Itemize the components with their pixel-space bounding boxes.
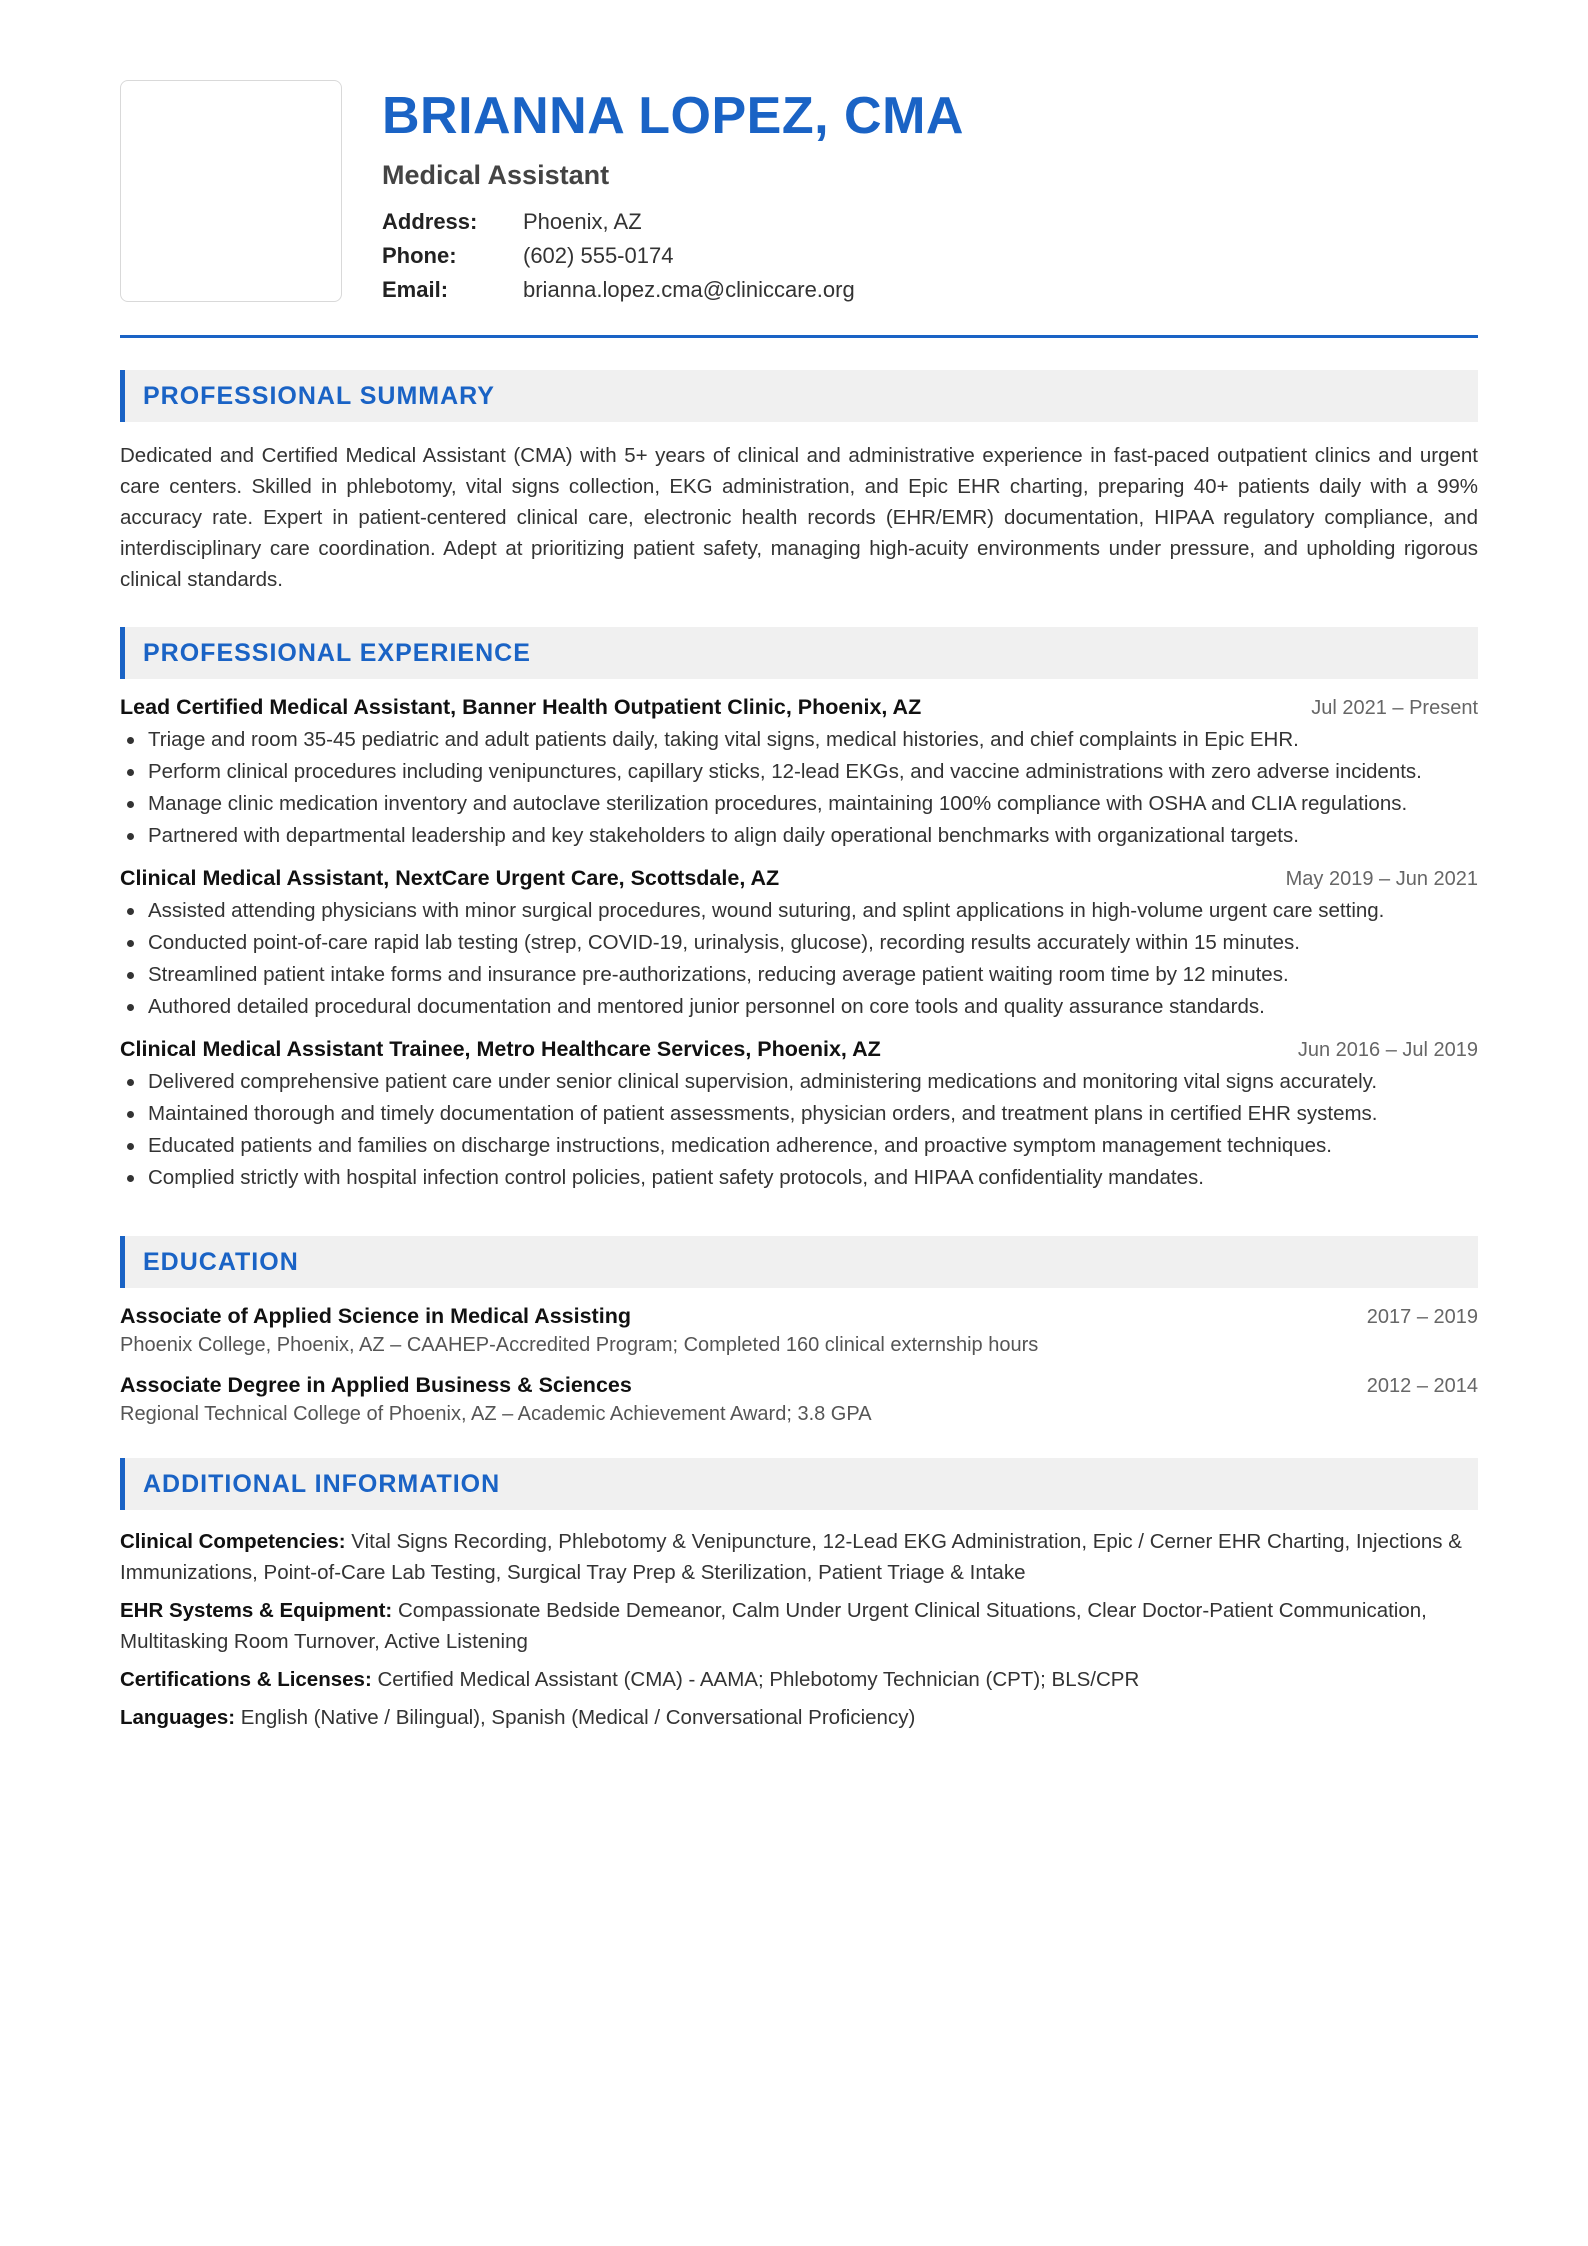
section-additional-heading <box>120 1458 1478 1510</box>
job-role: Clinical Medical Assistant, NextCare Urgent Care, Scottsdale, AZ <box>120 866 780 890</box>
summary-text: Dedicated and Certified Medical Assistant (CMA) with 5+ years of clinical and administrative experience in fast-paced outpatient clinics and urgent care centers. Skilled in phlebotomy, vital signs collection, EKG administration, and Epic EHR charting, preparing 40+ patients daily with a 99% accuracy rate. Expert in patient-centered clinical care, electronic health records (EHR/EMR) documentation, HIPAA regulatory compliance, and interdisciplinary care coordination. Adept at prioritizing patient safety, managing high-acuity environments under pressure, and upholding rigorous clinical standards. <box>120 444 1478 591</box>
job-bullets <box>120 1066 1478 1194</box>
contact-email <box>382 273 964 307</box>
additional-info-list <box>120 1526 1478 1733</box>
bullet-item: Educated patients and families on discharge instructions, medication adherence, and proactive symptom management techniques. <box>120 1130 1478 1162</box>
education-entry <box>120 1304 1478 1361</box>
experience-list <box>120 695 1478 1194</box>
contact-value: (602) 555-0174 <box>523 243 674 268</box>
info-value: Certified Medical Assistant (CMA) - AAMA; Phlebotomy Technician (CPT); BLS/CPR <box>377 1668 1140 1691</box>
resume-header <box>120 80 1478 302</box>
section-title: EDUCATION <box>143 1247 299 1276</box>
bullet-item: Delivered comprehensive patient care under senior clinical supervision, administering medications and monitoring vital signs accurately. <box>120 1066 1478 1098</box>
bullet-item: Conducted point-of-care rapid lab testing (strep, COVID-19, urinalysis, glucose), recording results accurately within 15 minutes. <box>120 927 1478 959</box>
profile-photo-placeholder <box>120 80 342 302</box>
bullet-item: Maintained thorough and timely documentation of patient assessments, physician orders, and treatment plans in certified EHR systems. <box>120 1098 1478 1130</box>
contact-label: Phone: <box>382 243 457 268</box>
resume-page <box>120 80 1478 1740</box>
info-row-certifications <box>120 1664 1478 1695</box>
bullet-item: Partnered with departmental leadership and key stakeholders to align daily operational benchmarks with organizational targets. <box>120 820 1478 852</box>
job-dates: May 2019 – Jun 2021 <box>1285 868 1478 890</box>
info-label: Clinical Competencies: <box>120 1530 346 1553</box>
contact-address <box>382 205 964 239</box>
education-dates: 2017 – 2019 <box>1366 1306 1478 1328</box>
education-degree: Associate of Applied Science in Medical Assisting <box>120 1304 631 1328</box>
info-label: EHR Systems & Equipment: <box>120 1599 393 1622</box>
bullet-item: Streamlined patient intake forms and insurance pre-authorizations, reducing average patient waiting room time by 12 minutes. <box>120 959 1478 991</box>
info-value: English (Native / Bilingual), Spanish (Medical / Conversational Proficiency) <box>240 1706 916 1729</box>
job-dates: Jun 2016 – Jul 2019 <box>1297 1039 1478 1061</box>
bullet-item: Manage clinic medication inventory and autoclave sterilization procedures, maintaining 100% compliance with OSHA and CLIA regulations. <box>120 788 1478 820</box>
bullet-item: Assisted attending physicians with minor surgical procedures, wound suturing, and splint applications in high-volume urgent care setting. <box>120 895 1478 927</box>
info-value: Vital Signs Recording, Phlebotomy & Venipuncture, 12-Lead EKG Administration, Epic / Cerner EHR Charting, Injections & Immunizations, Point-of-Care Lab Testing, Surgical Tray Prep & Sterilization, Patient Triage & Intake <box>120 1530 1462 1584</box>
bullet-item: Perform clinical procedures including venipunctures, capillary sticks, 12-lead EKGs, and vaccine administrations with zero adverse incidents. <box>120 756 1478 788</box>
bullet-item: Triage and room 35-45 pediatric and adult patients daily, taking vital signs, medical histories, and chief complaints in Epic EHR. <box>120 724 1478 756</box>
header-info <box>382 80 964 307</box>
section-education-heading <box>120 1236 1478 1288</box>
contact-label: Address: <box>382 209 478 234</box>
info-value: Compassionate Bedside Demeanor, Calm Under Urgent Clinical Situations, Clear Doctor-Patient Communication, Multitasking Room Turnover, Active Listening <box>120 1599 1427 1653</box>
education-entry <box>120 1373 1478 1430</box>
info-label: Languages: <box>120 1706 236 1729</box>
job-bullets <box>120 895 1478 1023</box>
education-detail: Regional Technical College of Phoenix, AZ – Academic Achievement Award; 3.8 GPA <box>120 1403 872 1425</box>
candidate-title: Medical Assistant <box>382 160 610 190</box>
section-experience-heading <box>120 627 1478 679</box>
job-role: Clinical Medical Assistant Trainee, Metro Healthcare Services, Phoenix, AZ <box>120 1037 881 1061</box>
job-entry <box>120 1037 1478 1194</box>
contact-phone <box>382 239 964 273</box>
bullet-item: Authored detailed procedural documentation and mentored junior personnel on core tools and quality assurance standards. <box>120 991 1478 1023</box>
education-dates: 2012 – 2014 <box>1366 1375 1478 1397</box>
education-list <box>120 1304 1478 1430</box>
contact-block <box>382 205 964 307</box>
job-entry <box>120 866 1478 1023</box>
contact-label: Email: <box>382 277 449 302</box>
job-dates: Jul 2021 – Present <box>1311 697 1478 719</box>
job-entry <box>120 695 1478 852</box>
bullet-item: Complied strictly with hospital infection control policies, patient safety protocols, and HIPAA confidentiality mandates. <box>120 1162 1478 1194</box>
info-row-ehr-systems <box>120 1595 1478 1657</box>
contact-value: Phoenix, AZ <box>523 209 642 234</box>
education-degree: Associate Degree in Applied Business & Sciences <box>120 1373 632 1397</box>
info-label: Certifications & Licenses: <box>120 1668 372 1691</box>
contact-value: brianna.lopez.cma@cliniccare.org <box>523 277 855 302</box>
job-role: Lead Certified Medical Assistant, Banner Health Outpatient Clinic, Phoenix, AZ <box>120 695 922 719</box>
section-title: PROFESSIONAL EXPERIENCE <box>143 638 531 667</box>
candidate-name: BRIANNA LOPEZ, CMA <box>382 87 964 145</box>
header-divider <box>120 335 1478 338</box>
info-row-competencies <box>120 1526 1478 1588</box>
job-bullets <box>120 724 1478 852</box>
info-row-languages <box>120 1702 1478 1733</box>
education-detail: Phoenix College, Phoenix, AZ – CAAHEP-Accredited Program; Completed 160 clinical externship hours <box>120 1334 1039 1356</box>
section-summary-heading <box>120 370 1478 422</box>
section-title: PROFESSIONAL SUMMARY <box>143 381 495 410</box>
section-title: ADDITIONAL INFORMATION <box>143 1469 501 1498</box>
